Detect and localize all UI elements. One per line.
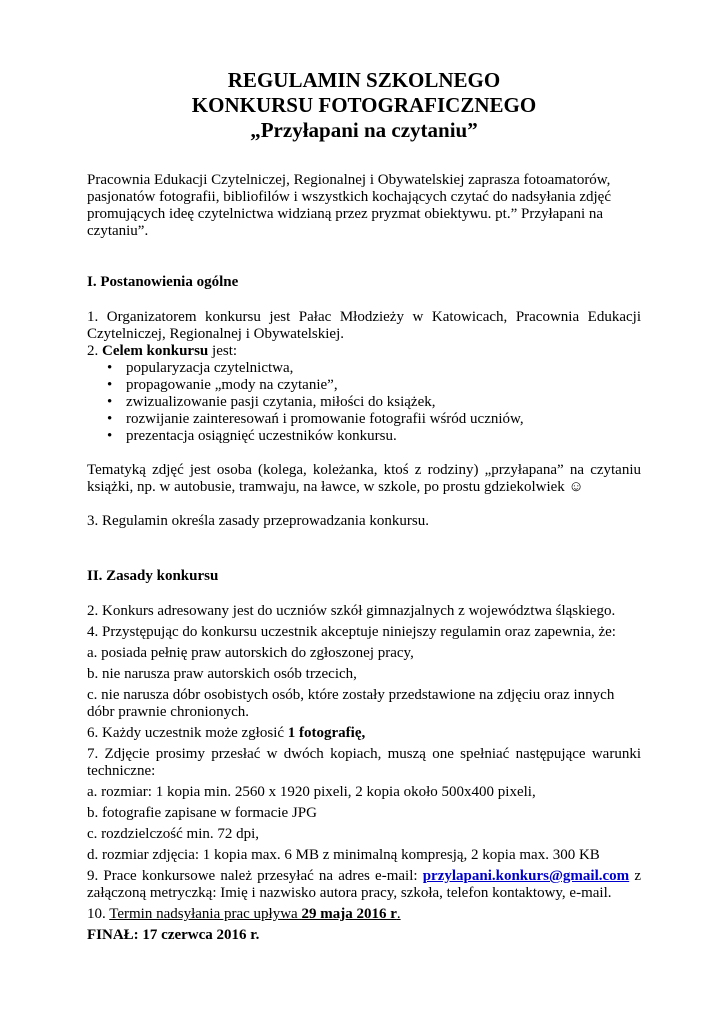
organizer-paragraph: 1. Organizatorem konkursu jest Pałac Młodzieży w Katowicach, Pracownia Edukacji Czytelniczej, Regionalnej i Obywatelskiej. — [87, 309, 641, 342]
requirement-d: d. rozmiar zdjęcia: 1 kopia max. 6 MB z minimalną kompresją, 2 kopia max. 300 KB — [87, 847, 600, 863]
list-item: • popularyzacja czytelnictwa, — [107, 360, 294, 376]
acceptance-line: 4. Przystępując do konkursu uczestnik akceptuje niniejszy regulamin oraz zapewnia, że: — [87, 624, 616, 640]
bullet-icon: • — [107, 377, 113, 393]
goals-number: 2. — [87, 343, 102, 359]
bullet-icon: • — [107, 360, 113, 376]
bullet-icon: • — [107, 411, 113, 427]
final-date-line: FINAŁ: 17 czerwca 2016 r. — [87, 927, 260, 943]
rules-scope-paragraph: 3. Regulamin określa zasady przeprowadzania konkursu. — [87, 513, 429, 529]
submission-line: 9. Prace konkursowe należ przesyłać na adres e-mail: przylapani.konkurs@gmail.com z załączoną metryczką: Imię i nazwisko autora pracy, szkoła, telefon kontaktowy, e-mail. — [87, 868, 641, 901]
requirement-a: a. rozmiar: 1 kopia min. 2560 x 1920 pixeli, 2 kopia około 500x400 pixeli, — [87, 784, 536, 800]
list-item: • propagowanie „mody na czytanie”, — [107, 377, 338, 393]
list-item: • zwizualizowanie pasji czytania, miłości do książek, — [107, 394, 436, 410]
condition-b: b. nie narusza praw autorskich osób trzecich, — [87, 666, 357, 682]
contact-email-link[interactable]: przylapani.konkurs@gmail.com — [422, 868, 630, 884]
title-line-2: KONKURSU FOTOGRAFICZNEGO — [191, 93, 537, 117]
section-2-body — [87, 603, 641, 944]
section-2-heading: II. Zasady konkursu — [87, 568, 219, 584]
requirement-c: c. rozdzielczość min. 72 dpi, — [87, 826, 260, 842]
document-title — [87, 68, 641, 143]
intro-paragraph: Pracownia Edukacji Czytelniczej, Regionalnej i Obywatelskiej zaprasza fotoamatorów, pasjonatów fotografii, bibliofilów i wszystkich kochających czytać do nadsyłania zdjęć promujących ideę czytelnictwa widzianą przez pryzmat obiektywu. pt.” Przyłapani na czytaniu”. — [87, 172, 611, 239]
deadline-date: 29 maja 2016 r — [301, 906, 397, 922]
bullet-icon: • — [107, 394, 113, 410]
section-1-heading: I. Postanowienia ogólne — [87, 274, 239, 290]
goals-bold-label: Celem konkursu — [102, 343, 209, 359]
deadline-line: 10. Termin nadsyłania prac upływa 29 maja 2016 r. — [87, 906, 401, 922]
list-item: • prezentacja osiągnięć uczestników konkursu. — [107, 428, 397, 444]
requirement-b: b. fotografie zapisane w formacie JPG — [87, 805, 317, 821]
condition-c: c. nie narusza dóbr osobistych osób, które zostały przedstawione na zdjęciu oraz innych dóbr prawnie chronionych. — [87, 687, 615, 720]
audience-line: 2. Konkurs adresowany jest do uczniów szkół gimnazjalnych z województwa śląskiego. — [87, 603, 616, 619]
deadline-underlined: Termin nadsyłania prac upływa 29 maja 2016 r. — [109, 906, 401, 922]
list-item: • rozwijanie zainteresowań i promowanie fotografii wśród uczniów, — [107, 411, 524, 427]
theme-paragraph: Tematyką zdjęć jest osoba (kolega, koleżanka, ktoś z rodziny) „przyłapana” na czytaniu książki, np. w autobusie, tramwaju, na ławce, w szkole, po prostu gdziekolwiek ☺ — [87, 462, 641, 495]
technical-requirements-intro: 7. Zdjęcie prosimy przesłać w dwóch kopiach, muszą one spełniać następujące warunki techniczne: — [87, 746, 641, 779]
goals-intro — [87, 343, 641, 360]
title-line-3: „Przyłapani na czytaniu” — [250, 118, 478, 142]
bullet-icon: • — [107, 428, 113, 444]
goals-suffix: jest: — [208, 343, 238, 359]
photo-limit-line: 6. Każdy uczestnik może zgłosić 1 fotografię, — [87, 725, 366, 741]
title-line-1: REGULAMIN SZKOLNEGO — [227, 68, 501, 92]
photo-limit-bold: 1 fotografię, — [287, 725, 366, 741]
goals-list — [87, 360, 641, 445]
condition-a: a. posiada pełnię praw autorskich do zgłoszonej pracy, — [87, 645, 414, 661]
